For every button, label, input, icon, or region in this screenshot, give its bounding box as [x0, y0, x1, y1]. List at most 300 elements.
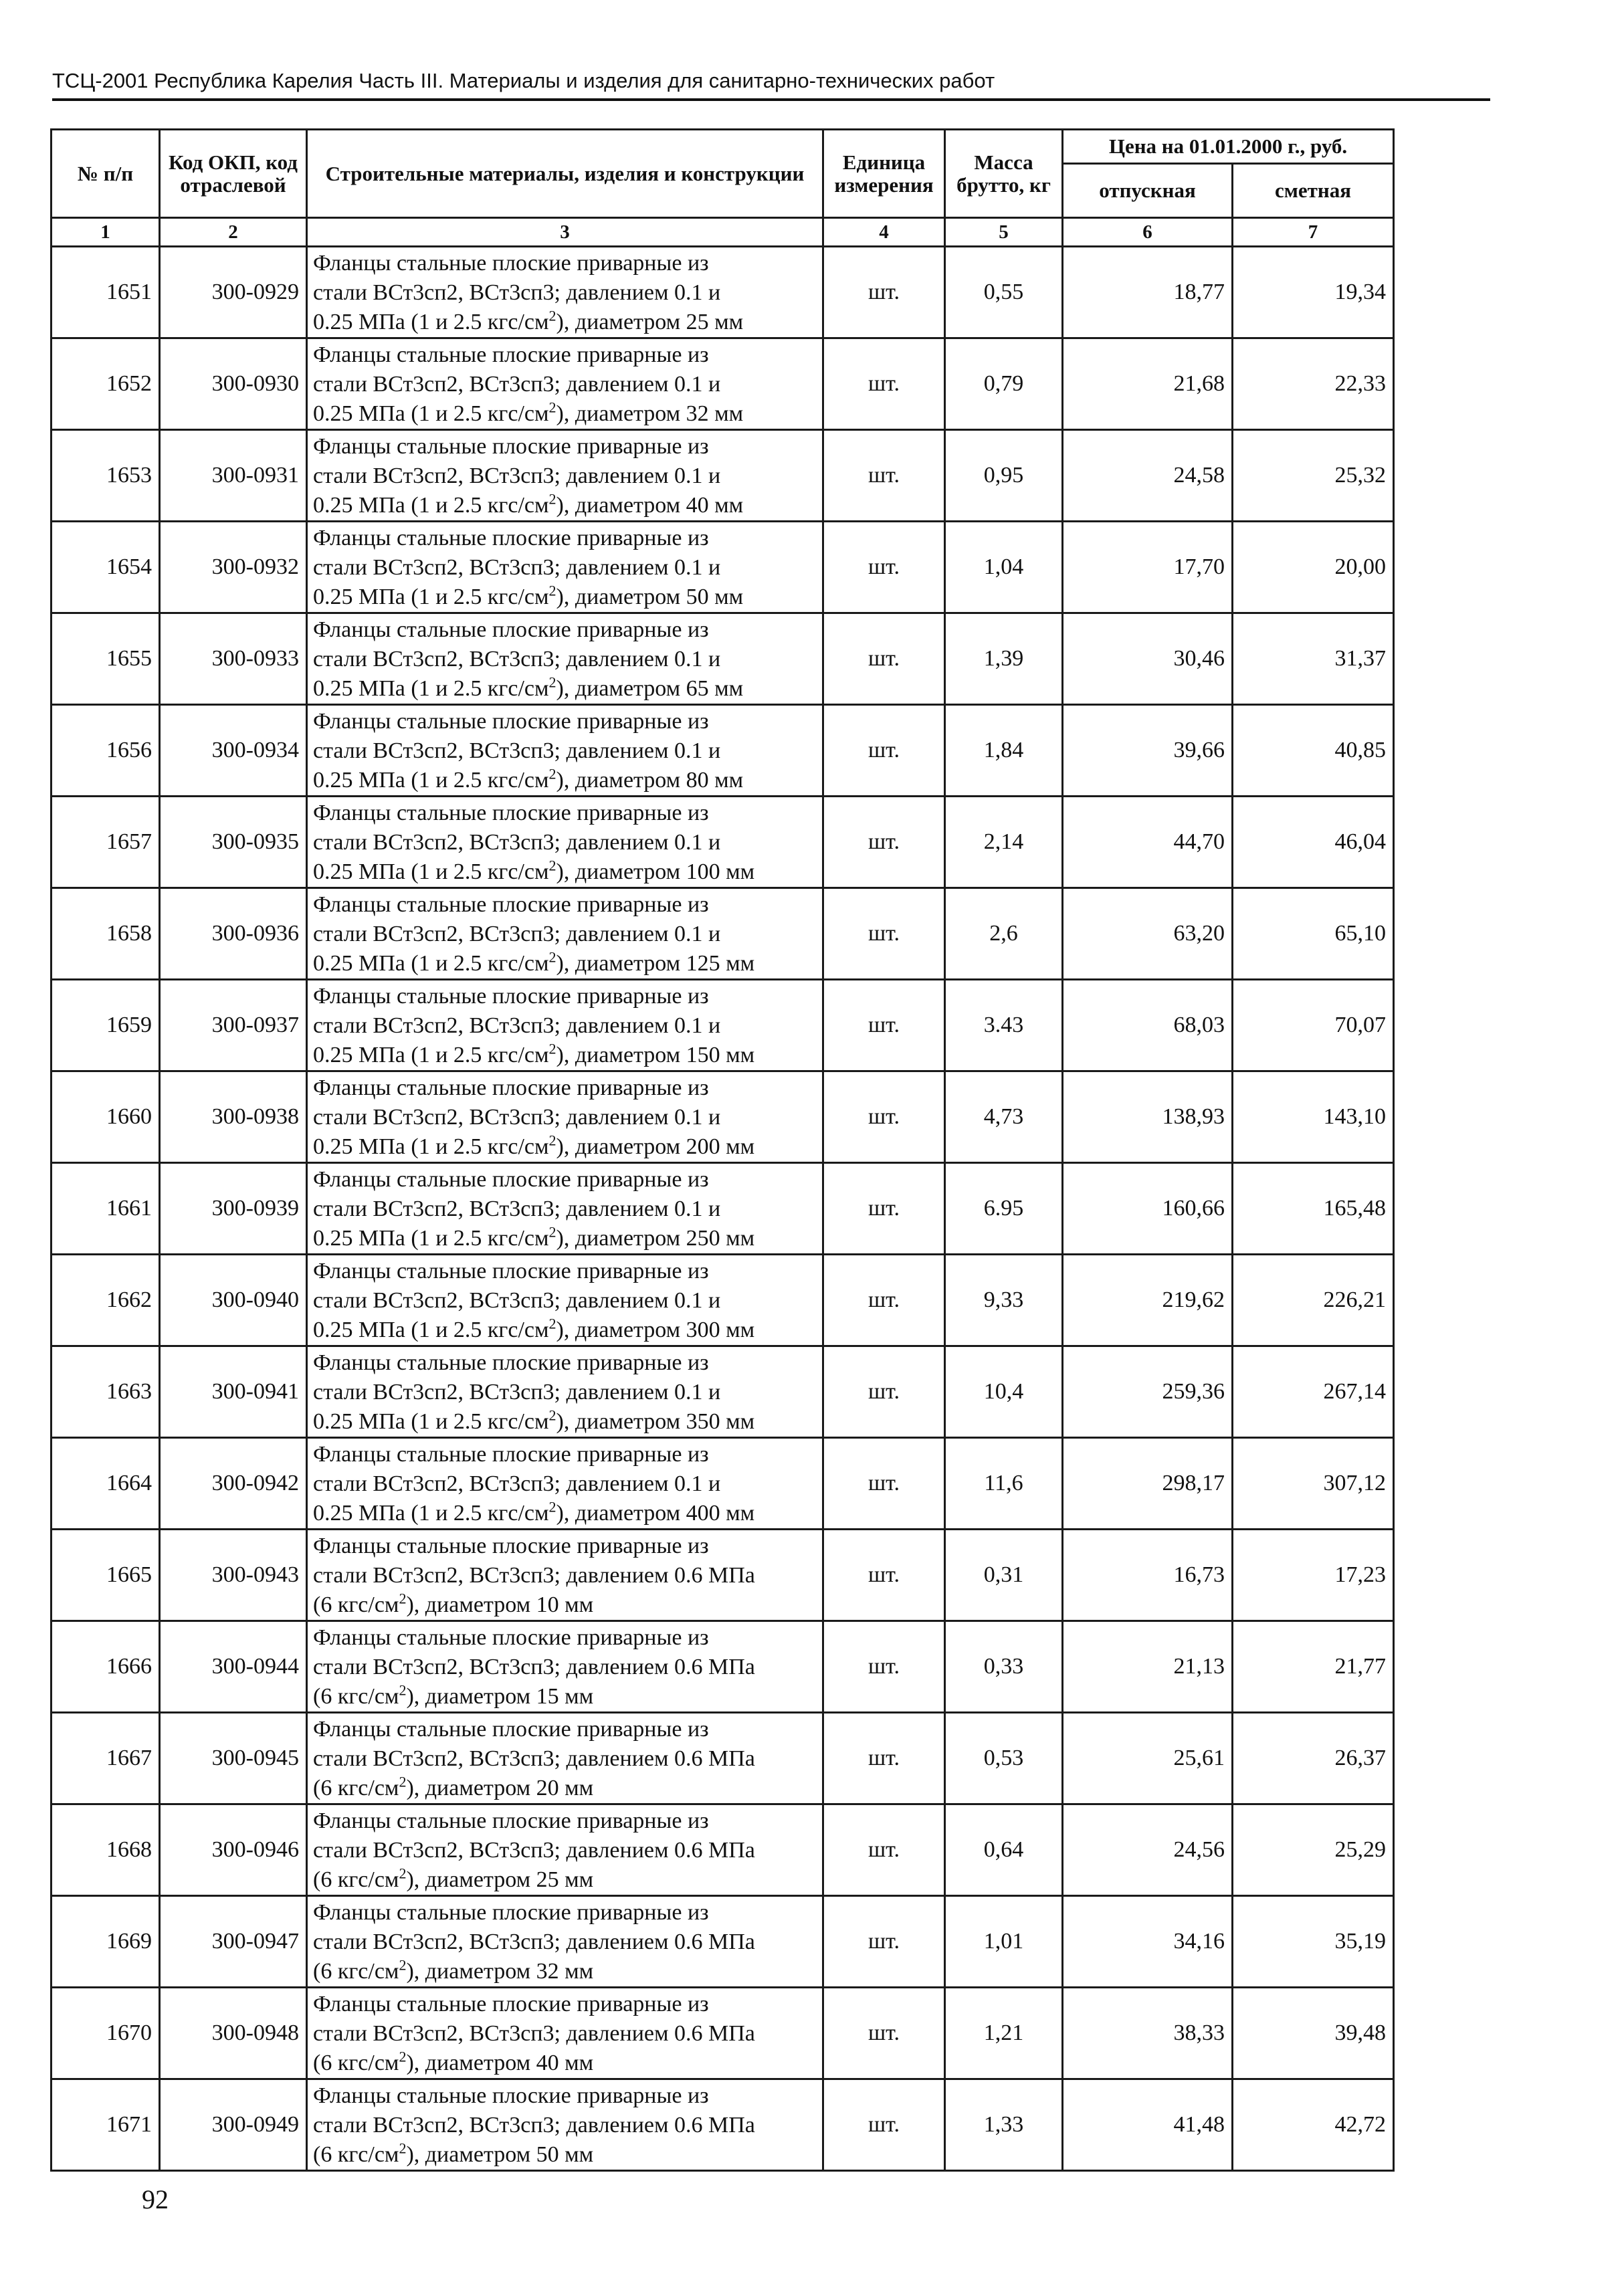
row-number-cell: 1657 [52, 797, 160, 888]
material-description-cell [307, 2079, 823, 2171]
table-body [52, 247, 1394, 2171]
mass-cell: 1,04 [945, 522, 1063, 613]
description-line: Фланцы стальные плоские приварные из [313, 617, 709, 642]
unit-cell: шт. [823, 430, 945, 522]
description-line [313, 1957, 815, 1986]
price-estimate-cell: 39,48 [1233, 1988, 1394, 2079]
description-line [313, 2140, 815, 2170]
row-number-cell: 1655 [52, 613, 160, 705]
table-row [52, 430, 1394, 522]
description-diameter-text: ), диаметром 50 мм [406, 2142, 594, 2167]
mass-cell: 0,95 [945, 430, 1063, 522]
material-description-cell [307, 1071, 823, 1163]
column-number: 3 [307, 218, 823, 247]
column-number: 1 [52, 218, 160, 247]
description-diameter-text: ), диаметром 350 мм [556, 1409, 755, 1434]
table-header [52, 130, 1394, 247]
price-release-cell: 30,46 [1063, 613, 1233, 705]
description-line [313, 1774, 815, 1803]
description-diameter-text: ), диаметром 25 мм [406, 1867, 594, 1892]
price-estimate-cell: 31,37 [1233, 613, 1394, 705]
row-number-cell: 1671 [52, 2079, 160, 2171]
description-diameter-text: ), диаметром 32 мм [556, 401, 744, 426]
table-row [52, 888, 1394, 980]
row-number-cell: 1653 [52, 430, 160, 522]
price-estimate-cell: 165,48 [1233, 1163, 1394, 1255]
okp-code-cell: 300-0941 [160, 1346, 307, 1438]
unit-cell: шт. [823, 1530, 945, 1621]
mass-cell: 0,31 [945, 1530, 1063, 1621]
price-release-cell: 25,61 [1063, 1713, 1233, 1804]
table-row [52, 613, 1394, 705]
unit-exponent: 2 [548, 1040, 556, 1057]
description-diameter-text: ), диаметром 15 мм [406, 1684, 594, 1709]
description-pressure-text: 0.25 МПа (1 и 2.5 кгс/см [313, 585, 549, 609]
unit-exponent: 2 [548, 582, 556, 599]
price-estimate-cell: 65,10 [1233, 888, 1394, 980]
table-row [52, 1071, 1394, 1163]
table-row [52, 338, 1394, 430]
row-number-cell: 1659 [52, 980, 160, 1071]
table-row [52, 1530, 1394, 1621]
price-release-cell: 21,68 [1063, 338, 1233, 430]
description-line: стали ВСт3сп2, ВСт3сп3; давлением 0.6 МПа [313, 1838, 755, 1863]
description-line [313, 1041, 815, 1070]
description-pressure-text: 0.25 МПа (1 и 2.5 кгс/см [313, 1043, 549, 1067]
description-line: стали ВСт3сп2, ВСт3сп3; давлением 0.1 и [313, 1196, 721, 1221]
description-line: Фланцы стальные плоские приварные из [313, 526, 709, 550]
unit-cell: шт. [823, 1346, 945, 1438]
column-number-row [52, 218, 1394, 247]
description-pressure-text: (6 кгс/см [313, 1592, 399, 1617]
description-line [313, 399, 815, 429]
description-line: стали ВСт3сп2, ВСт3сп3; давлением 0.1 и [313, 280, 721, 305]
description-line [313, 1865, 815, 1895]
price-estimate-cell: 70,07 [1233, 980, 1394, 1071]
row-number-cell: 1670 [52, 1988, 160, 2079]
description-line: Фланцы стальные плоские приварные из [313, 1167, 709, 1192]
unit-exponent: 2 [548, 948, 556, 966]
price-release-cell: 138,93 [1063, 1071, 1233, 1163]
material-description-cell [307, 797, 823, 888]
description-diameter-text: ), диаметром 65 мм [556, 676, 744, 701]
description-line [313, 766, 815, 795]
okp-code-cell: 300-0947 [160, 1896, 307, 1988]
mass-cell: 1,39 [945, 613, 1063, 705]
price-release-cell: 18,77 [1063, 247, 1233, 338]
price-estimate-cell: 267,14 [1233, 1346, 1394, 1438]
okp-code-cell: 300-0942 [160, 1438, 307, 1530]
description-line: стали ВСт3сп2, ВСт3сп3; давлением 0.6 МПа [313, 1746, 755, 1771]
description-pressure-text: (6 кгс/см [313, 2142, 399, 2167]
description-line: стали ВСт3сп2, ВСт3сп3; давлением 0.6 МПа [313, 1930, 755, 1954]
description-line: Фланцы стальные плоские приварные из [313, 892, 709, 917]
description-line [313, 1407, 815, 1437]
material-description-cell [307, 1988, 823, 2079]
unit-exponent: 2 [399, 1590, 407, 1607]
okp-code-cell: 300-0938 [160, 1071, 307, 1163]
description-diameter-text: ), диаметром 200 мм [556, 1134, 755, 1159]
page-number: 92 [142, 2184, 169, 2214]
table-row [52, 2079, 1394, 2171]
material-description-cell [307, 247, 823, 338]
description-line: Фланцы стальные плоские приварные из [313, 709, 709, 734]
price-release-cell: 44,70 [1063, 797, 1233, 888]
row-number-cell: 1660 [52, 1071, 160, 1163]
description-diameter-text: ), диаметром 400 мм [556, 1501, 755, 1526]
row-number-cell: 1668 [52, 1804, 160, 1896]
col-header-price-estimate: сметная [1233, 164, 1394, 218]
unit-cell: шт. [823, 1255, 945, 1346]
unit-cell: шт. [823, 2079, 945, 2171]
mass-cell: 1,01 [945, 1896, 1063, 1988]
unit-cell: шт. [823, 1896, 945, 1988]
mass-cell: 1,21 [945, 1988, 1063, 2079]
description-line: Фланцы стальные плоские приварные из [313, 1442, 709, 1467]
description-diameter-text: ), диаметром 150 мм [556, 1043, 755, 1067]
table-row [52, 1255, 1394, 1346]
price-estimate-cell: 20,00 [1233, 522, 1394, 613]
price-release-cell: 41,48 [1063, 2079, 1233, 2171]
table-row [52, 705, 1394, 797]
table-row [52, 1438, 1394, 1530]
description-pressure-text: 0.25 МПа (1 и 2.5 кгс/см [313, 676, 549, 701]
unit-exponent: 2 [399, 1773, 407, 1790]
mass-cell: 0,79 [945, 338, 1063, 430]
row-number-cell: 1669 [52, 1896, 160, 1988]
unit-exponent: 2 [548, 490, 556, 508]
material-description-cell [307, 613, 823, 705]
column-number: 5 [945, 218, 1063, 247]
unit-exponent: 2 [399, 2140, 407, 2157]
price-estimate-cell: 226,21 [1233, 1255, 1394, 1346]
okp-code-cell: 300-0939 [160, 1163, 307, 1255]
mass-cell: 1,84 [945, 705, 1063, 797]
description-pressure-text: 0.25 МПа (1 и 2.5 кгс/см [313, 859, 549, 884]
description-line: стали ВСт3сп2, ВСт3сп3; давлением 0.1 и [313, 463, 721, 488]
mass-cell: 2,6 [945, 888, 1063, 980]
description-diameter-text: ), диаметром 40 мм [556, 493, 744, 518]
col-header-price-release: отпускная [1063, 164, 1233, 218]
material-description-cell [307, 1163, 823, 1255]
okp-code-cell: 300-0935 [160, 797, 307, 888]
description-line: Фланцы стальные плоские приварные из [313, 251, 709, 276]
description-pressure-text: 0.25 МПа (1 и 2.5 кгс/см [313, 401, 549, 426]
price-release-cell: 259,36 [1063, 1346, 1233, 1438]
okp-code-cell: 300-0946 [160, 1804, 307, 1896]
unit-cell: шт. [823, 705, 945, 797]
unit-exponent: 2 [548, 1315, 556, 1332]
description-pressure-text: 0.25 МПа (1 и 2.5 кгс/см [313, 310, 549, 334]
description-line [313, 1132, 815, 1162]
table-row [52, 1621, 1394, 1713]
description-line: стали ВСт3сп2, ВСт3сп3; давлением 0.1 и [313, 1380, 721, 1404]
description-diameter-text: ), диаметром 50 мм [556, 585, 744, 609]
material-description-cell [307, 980, 823, 1071]
description-line: Фланцы стальные плоские приварные из [313, 1900, 709, 1925]
col-header-price-group: Цена на 01.01.2000 г., руб. [1063, 130, 1394, 164]
price-release-cell: 39,66 [1063, 705, 1233, 797]
price-estimate-cell: 22,33 [1233, 338, 1394, 430]
description-line [313, 1682, 815, 1711]
price-estimate-cell: 17,23 [1233, 1530, 1394, 1621]
description-line [313, 308, 815, 337]
price-release-cell: 38,33 [1063, 1988, 1233, 2079]
description-pressure-text: (6 кгс/см [313, 1776, 399, 1800]
unit-exponent: 2 [399, 1865, 407, 1882]
column-number: 6 [1063, 218, 1233, 247]
material-description-cell [307, 1804, 823, 1896]
mass-cell: 11,6 [945, 1438, 1063, 1530]
price-estimate-cell: 307,12 [1233, 1438, 1394, 1530]
description-line: Фланцы стальные плоские приварные из [313, 1625, 709, 1650]
price-estimate-cell: 25,32 [1233, 430, 1394, 522]
description-line: Фланцы стальные плоские приварные из [313, 1350, 709, 1375]
unit-cell: шт. [823, 1804, 945, 1896]
description-line: Фланцы стальные плоские приварные из [313, 1808, 709, 1833]
okp-code-cell: 300-0945 [160, 1713, 307, 1804]
material-description-cell [307, 338, 823, 430]
description-line [313, 2049, 815, 2078]
unit-cell: шт. [823, 522, 945, 613]
unit-exponent: 2 [548, 857, 556, 874]
unit-cell: шт. [823, 1438, 945, 1530]
description-line: стали ВСт3сп2, ВСт3сп3; давлением 0.1 и [313, 647, 721, 671]
description-line: стали ВСт3сп2, ВСт3сп3; давлением 0.1 и [313, 555, 721, 580]
row-number-cell: 1666 [52, 1621, 160, 1713]
description-diameter-text: ), диаметром 32 мм [406, 1959, 594, 1984]
description-line: стали ВСт3сп2, ВСт3сп3; давлением 0.1 и [313, 922, 721, 946]
unit-cell: шт. [823, 1163, 945, 1255]
unit-exponent: 2 [548, 307, 556, 324]
price-release-cell: 160,66 [1063, 1163, 1233, 1255]
description-pressure-text: 0.25 МПа (1 и 2.5 кгс/см [313, 951, 549, 976]
okp-code-cell: 300-0948 [160, 1988, 307, 2079]
table-row [52, 1988, 1394, 2079]
okp-code-cell: 300-0943 [160, 1530, 307, 1621]
price-release-cell: 24,56 [1063, 1804, 1233, 1896]
okp-code-cell: 300-0936 [160, 888, 307, 980]
okp-code-cell: 300-0931 [160, 430, 307, 522]
row-number-cell: 1661 [52, 1163, 160, 1255]
description-line [313, 949, 815, 978]
description-line [313, 1590, 815, 1620]
description-diameter-text: ), диаметром 250 мм [556, 1226, 755, 1251]
okp-code-cell: 300-0940 [160, 1255, 307, 1346]
price-release-cell: 298,17 [1063, 1438, 1233, 1530]
unit-exponent: 2 [548, 765, 556, 783]
description-line: стали ВСт3сп2, ВСт3сп3; давлением 0.6 МПа [313, 2021, 755, 2046]
description-pressure-text: 0.25 МПа (1 и 2.5 кгс/см [313, 1318, 549, 1342]
material-description-cell [307, 1346, 823, 1438]
okp-code-cell: 300-0930 [160, 338, 307, 430]
price-release-cell: 219,62 [1063, 1255, 1233, 1346]
mass-cell: 2,14 [945, 797, 1063, 888]
description-line: Фланцы стальные плоские приварные из [313, 1534, 709, 1558]
price-release-cell: 68,03 [1063, 980, 1233, 1071]
table-row [52, 1346, 1394, 1438]
table-row [52, 1163, 1394, 1255]
price-estimate-cell: 143,10 [1233, 1071, 1394, 1163]
unit-cell: шт. [823, 1071, 945, 1163]
unit-cell: шт. [823, 797, 945, 888]
row-number-cell: 1665 [52, 1530, 160, 1621]
material-description-cell [307, 1621, 823, 1713]
table-row [52, 522, 1394, 613]
description-diameter-text: ), диаметром 125 мм [556, 951, 755, 976]
description-pressure-text: 0.25 МПа (1 и 2.5 кгс/см [313, 1409, 549, 1434]
col-header-okp-code: Код ОКП, код отраслевой [160, 130, 307, 218]
price-release-cell: 17,70 [1063, 522, 1233, 613]
price-release-cell: 16,73 [1063, 1530, 1233, 1621]
description-line [313, 857, 815, 887]
okp-code-cell: 300-0929 [160, 247, 307, 338]
unit-cell: шт. [823, 338, 945, 430]
unit-exponent: 2 [548, 1498, 556, 1516]
description-line: стали ВСт3сп2, ВСт3сп3; давлением 0.1 и [313, 1471, 721, 1496]
unit-exponent: 2 [399, 1956, 407, 1974]
unit-exponent: 2 [548, 673, 556, 691]
description-line: стали ВСт3сп2, ВСт3сп3; давлением 0.1 и [313, 372, 721, 397]
price-release-cell: 63,20 [1063, 888, 1233, 980]
col-header-mass: Масса брутто, кг [945, 130, 1063, 218]
material-description-cell [307, 1530, 823, 1621]
table-row [52, 797, 1394, 888]
description-line: Фланцы стальные плоские приварные из [313, 2083, 709, 2108]
row-number-cell: 1658 [52, 888, 160, 980]
description-line: стали ВСт3сп2, ВСт3сп3; давлением 0.6 МПа [313, 1563, 755, 1588]
row-number-cell: 1662 [52, 1255, 160, 1346]
okp-code-cell: 300-0934 [160, 705, 307, 797]
description-line: стали ВСт3сп2, ВСт3сп3; давлением 0.1 и [313, 830, 721, 855]
table-row [52, 1896, 1394, 1988]
unit-exponent: 2 [548, 399, 556, 416]
description-line: Фланцы стальные плоские приварные из [313, 1259, 709, 1283]
mass-cell: 1,33 [945, 2079, 1063, 2171]
description-pressure-text: (6 кгс/см [313, 1959, 399, 1984]
description-diameter-text: ), диаметром 10 мм [406, 1592, 594, 1617]
description-pressure-text: 0.25 МПа (1 и 2.5 кгс/см [313, 493, 549, 518]
price-release-cell: 21,13 [1063, 1621, 1233, 1713]
row-number-cell: 1652 [52, 338, 160, 430]
row-number-cell: 1651 [52, 247, 160, 338]
material-description-cell [307, 705, 823, 797]
mass-cell: 3.43 [945, 980, 1063, 1071]
mass-cell: 0,53 [945, 1713, 1063, 1804]
description-diameter-text: ), диаметром 300 мм [556, 1318, 755, 1342]
unit-cell: шт. [823, 1713, 945, 1804]
table-row [52, 1713, 1394, 1804]
unit-exponent: 2 [399, 1681, 407, 1699]
price-release-cell: 34,16 [1063, 1896, 1233, 1988]
price-release-cell: 24,58 [1063, 430, 1233, 522]
table-row [52, 247, 1394, 338]
description-line: Фланцы стальные плоские приварные из [313, 1075, 709, 1100]
price-estimate-cell: 35,19 [1233, 1896, 1394, 1988]
description-line: Фланцы стальные плоские приварные из [313, 434, 709, 459]
col-header-num: № п/п [52, 130, 160, 218]
price-estimate-cell: 21,77 [1233, 1621, 1394, 1713]
description-pressure-text: (6 кгс/см [313, 1684, 399, 1709]
material-description-cell [307, 1438, 823, 1530]
material-description-cell [307, 1255, 823, 1346]
unit-cell: шт. [823, 888, 945, 980]
description-pressure-text: 0.25 МПа (1 и 2.5 кгс/см [313, 768, 549, 793]
description-pressure-text: 0.25 МПа (1 и 2.5 кгс/см [313, 1226, 549, 1251]
description-line [313, 1224, 815, 1253]
unit-exponent: 2 [548, 1407, 556, 1424]
description-line: стали ВСт3сп2, ВСт3сп3; давлением 0.1 и [313, 1013, 721, 1038]
price-estimate-cell: 26,37 [1233, 1713, 1394, 1804]
row-number-cell: 1667 [52, 1713, 160, 1804]
description-pressure-text: 0.25 МПа (1 и 2.5 кгс/см [313, 1501, 549, 1526]
price-table [50, 128, 1395, 2172]
price-estimate-cell: 42,72 [1233, 2079, 1394, 2171]
description-line [313, 1316, 815, 1345]
description-pressure-text: 0.25 МПа (1 и 2.5 кгс/см [313, 1134, 549, 1159]
row-number-cell: 1664 [52, 1438, 160, 1530]
description-line: Фланцы стальные плоские приварные из [313, 342, 709, 367]
unit-cell: шт. [823, 613, 945, 705]
description-diameter-text: ), диаметром 40 мм [406, 2051, 594, 2075]
description-pressure-text: (6 кгс/см [313, 2051, 399, 2075]
col-header-unit: Единица измерения [823, 130, 945, 218]
okp-code-cell: 300-0933 [160, 613, 307, 705]
table-row [52, 980, 1394, 1071]
okp-code-cell: 300-0949 [160, 2079, 307, 2171]
unit-cell: шт. [823, 980, 945, 1071]
mass-cell: 0,64 [945, 1804, 1063, 1896]
row-number-cell: 1656 [52, 705, 160, 797]
description-line: стали ВСт3сп2, ВСт3сп3; давлением 0.1 и [313, 1288, 721, 1313]
price-estimate-cell: 25,29 [1233, 1804, 1394, 1896]
col-header-material: Строительные материалы, изделия и конструкции [307, 130, 823, 218]
description-line [313, 491, 815, 520]
mass-cell: 4,73 [945, 1071, 1063, 1163]
mass-cell: 9,33 [945, 1255, 1063, 1346]
column-number: 4 [823, 218, 945, 247]
description-line [313, 1499, 815, 1528]
unit-cell: шт. [823, 1621, 945, 1713]
description-diameter-text: ), диаметром 25 мм [556, 310, 744, 334]
page-header: ТСЦ-2001 Республика Карелия Часть III. Материалы и изделия для санитарно-технических работ [52, 69, 995, 92]
description-line: стали ВСт3сп2, ВСт3сп3; давлением 0.1 и [313, 738, 721, 763]
description-line [313, 583, 815, 612]
material-description-cell [307, 1713, 823, 1804]
column-number: 2 [160, 218, 307, 247]
description-line: Фланцы стальные плоские приварные из [313, 1992, 709, 2016]
description-diameter-text: ), диаметром 100 мм [556, 859, 755, 884]
description-line: стали ВСт3сп2, ВСт3сп3; давлением 0.1 и [313, 1105, 721, 1130]
material-description-cell [307, 888, 823, 980]
unit-exponent: 2 [548, 1132, 556, 1149]
description-line: Фланцы стальные плоские приварные из [313, 1717, 709, 1742]
column-number: 7 [1233, 218, 1394, 247]
description-line: стали ВСт3сп2, ВСт3сп3; давлением 0.6 МПа [313, 2113, 755, 2138]
unit-cell: шт. [823, 1988, 945, 2079]
mass-cell: 0,55 [945, 247, 1063, 338]
mass-cell: 6.95 [945, 1163, 1063, 1255]
unit-exponent: 2 [548, 1223, 556, 1241]
description-line: Фланцы стальные плоские приварные из [313, 801, 709, 825]
material-description-cell [307, 1896, 823, 1988]
unit-exponent: 2 [399, 2048, 407, 2065]
row-number-cell: 1654 [52, 522, 160, 613]
description-pressure-text: (6 кгс/см [313, 1867, 399, 1892]
okp-code-cell: 300-0932 [160, 522, 307, 613]
material-description-cell [307, 430, 823, 522]
table-row [52, 1804, 1394, 1896]
